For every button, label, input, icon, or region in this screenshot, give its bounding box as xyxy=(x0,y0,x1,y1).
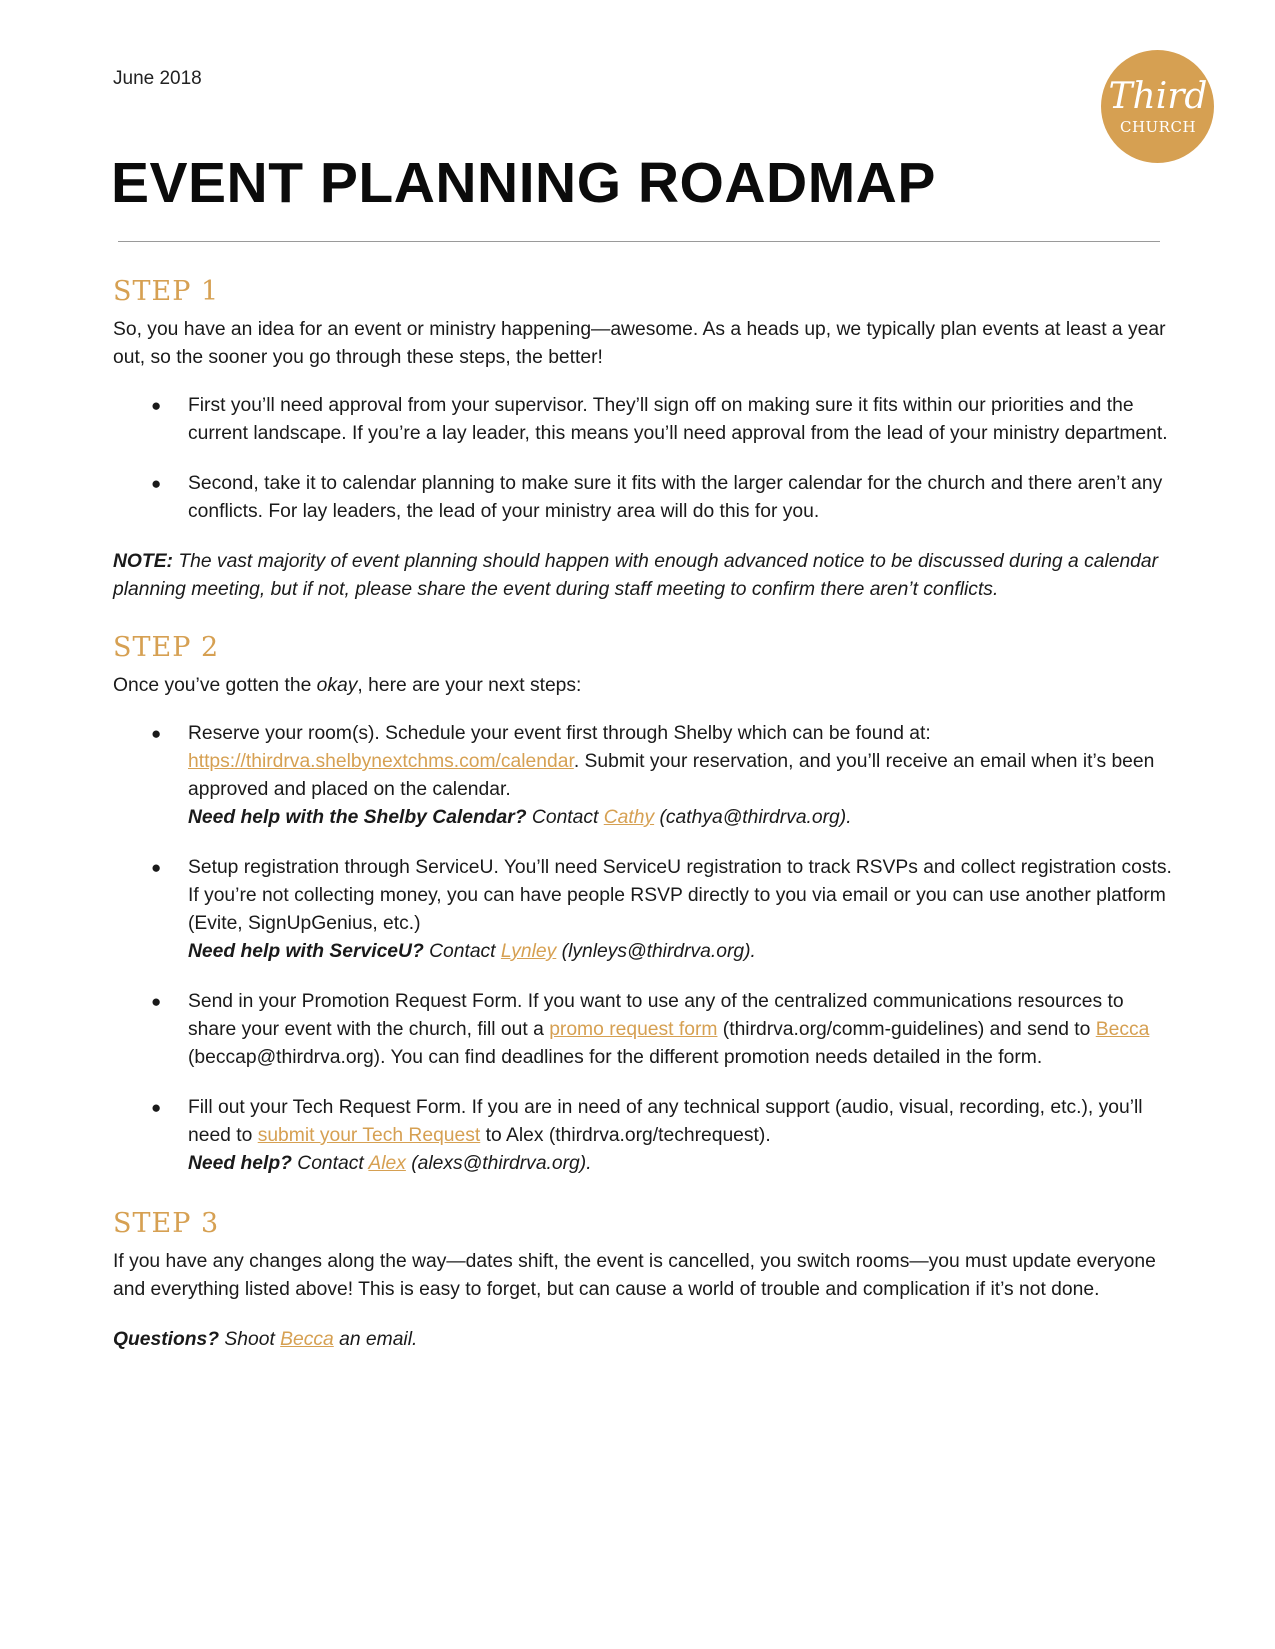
document-date: June 2018 xyxy=(113,68,202,89)
cathy-link[interactable]: Cathy xyxy=(603,807,655,828)
step2-list xyxy=(113,720,1173,1178)
step1-bullet-2-text: Second, take it to calendar planning to make sure it fits with the larger calendar for the church and there aren’t any conflicts. For lay leaders, the lead of your ministry area will do this for you. xyxy=(188,473,1163,522)
alex-link[interactable]: Alex xyxy=(368,1153,406,1174)
step3-heading: STEP 3 xyxy=(113,1208,220,1239)
serviceu-help: Need help with ServiceU? Contact Lynley (lynleys@thirdrva.org). xyxy=(188,941,756,962)
step1-list xyxy=(113,392,1173,526)
list-item: ● Fill out your Tech Request Form. If you are in need of any technical support (audio, visual, recording, etc.), you’ll need to submit your Tech Request to Alex (thirdrva.org/techrequest). Need help? Contact Alex (alexs@thirdrva.org). xyxy=(113,1094,1173,1178)
bullet-icon: ● xyxy=(151,858,162,877)
list-item: ● Reserve your room(s). Schedule your event first through Shelby which can be found at: https://thirdrva.shelbynextchms.com/calendar. Submit your reservation, and you’ll receive an email when it’s been approved and placed on the calendar. Need help with the Shelby Calendar? Contact Cathy (cathya@thirdrva.org). xyxy=(113,720,1173,832)
bullet-icon: ● xyxy=(151,474,162,493)
step2-heading: STEP 2 xyxy=(113,632,220,663)
promo-request-form-link[interactable]: promo request form xyxy=(549,1019,718,1040)
title-divider xyxy=(118,241,1160,242)
step2-bullet-4-text: Fill out your Tech Request Form. If you are in need of any technical support (audio, visual, recording, etc.), you’ll need to xyxy=(188,1097,1143,1146)
list-item xyxy=(113,392,1173,448)
step1-note xyxy=(113,548,1173,604)
shelby-calendar-link[interactable]: https://thirdrva.shelbynextchms.com/calendar xyxy=(188,751,574,772)
note-text: The vast majority of event planning should happen with enough advanced notice to be discussed during a calendar planning meeting, but if not, please share the event during staff meeting to confirm there aren’t conflicts. xyxy=(113,551,1159,600)
shelby-help: Need help with the Shelby Calendar? Contact Cathy (cathya@thirdrva.org). xyxy=(188,807,852,828)
note-label: NOTE: xyxy=(113,551,173,572)
third-church-logo xyxy=(1101,50,1214,163)
tech-request-link[interactable]: submit your Tech Request xyxy=(257,1125,481,1146)
document-body xyxy=(113,268,1173,1354)
list-item xyxy=(113,854,1173,966)
list-item xyxy=(113,470,1173,526)
bullet-icon: ● xyxy=(151,1098,162,1117)
tech-help: Need help? Contact Alex (alexs@thirdrva.org). xyxy=(188,1153,592,1174)
becca-email-link[interactable]: Becca xyxy=(280,1329,334,1350)
step3-text: If you have any changes along the way—dates shift, the event is cancelled, you switch rooms—you must update everyone and everything listed above! This is easy to forget, but can cause a world of trouble and complication if it’s not done. xyxy=(113,1251,1156,1300)
svg-text:Third: Third xyxy=(1108,76,1208,117)
bullet-icon: ● xyxy=(151,396,162,415)
step2-intro: Once you’ve gotten the okay, here are your next steps: xyxy=(113,675,582,696)
list-item: ● Send in your Promotion Request Form. If you want to use any of the centralized communications resources to share your event with the church, fill out a promo request form (thirdrva.org/comm-guidelines) and send to Becca (beccap@thirdrva.org). You can find deadlines for the different promotion needs detailed in the form. xyxy=(113,988,1173,1072)
becca-link[interactable]: Becca xyxy=(1095,1019,1150,1040)
bullet-icon: ● xyxy=(151,992,162,1011)
page-title: EVENT PLANNING ROADMAP xyxy=(111,151,936,215)
questions-line: Questions? Shoot Becca an email. xyxy=(113,1329,418,1350)
step2-bullet-2-text: Setup registration through ServiceU. You’ll need ServiceU registration to track RSVPs and collect registration costs. If you’re not collecting money, you can have people RSVP directly to you via email or you can use another platform (Evite, SignUpGenius, etc.) xyxy=(188,857,1172,934)
bullet-icon: ● xyxy=(151,724,162,743)
svg-text:CHURCH: CHURCH xyxy=(1119,118,1197,136)
step1-intro: So, you have an idea for an event or ministry happening—awesome. As a heads up, we typically plan events at least a year out, so the sooner you go through these steps, the better! xyxy=(113,319,1166,368)
step2-bullet-3-text: Send in your Promotion Request Form. If you want to use any of the centralized communications resources to share your event with the church, fill out a xyxy=(188,991,1124,1040)
step1-bullet-1-text: First you’ll need approval from your supervisor. They’ll sign off on making sure it fits within our priorities and the current landscape. If you’re a lay leader, this means you’ll need approval from the lead of your ministry department. xyxy=(188,395,1168,444)
step1-heading: STEP 1 xyxy=(113,276,220,307)
step2-bullet-1-text: Reserve your room(s). Schedule your event first through Shelby which can be found at: xyxy=(188,723,931,744)
lynley-link[interactable]: Lynley xyxy=(500,941,557,962)
